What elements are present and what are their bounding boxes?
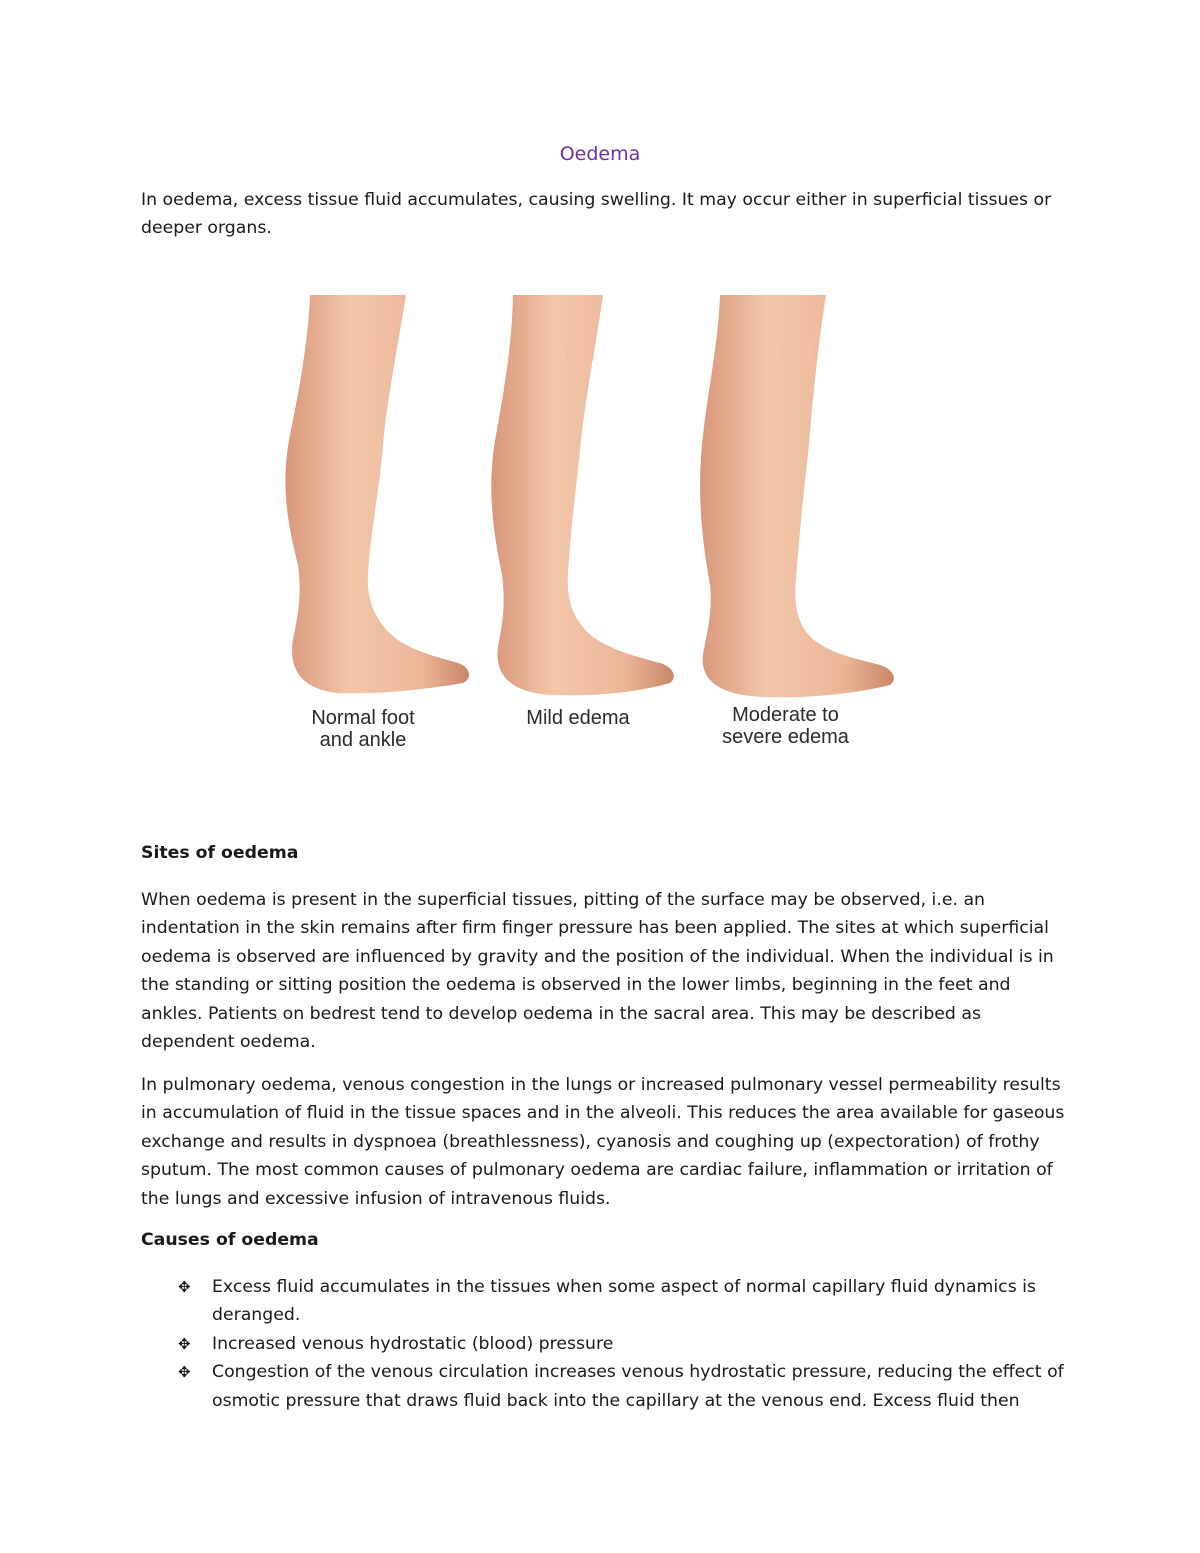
page-title: Oedema — [559, 143, 641, 165]
diamond-star-bullet-icon: ✥ — [178, 1278, 191, 1296]
list-item-text: Congestion of the venous circulation increases venous hydrostatic pressure, reducing the effect of osmotic pressure that draws fluid back into the capillary at the venous end. Excess fluid then — [212, 1362, 1064, 1411]
list-item — [141, 1330, 1066, 1358]
legs-drawing — [258, 285, 898, 755]
figure-label-severe-line2: severe edema — [722, 726, 849, 748]
diamond-star-bullet-icon: ✥ — [178, 1334, 191, 1353]
sites-paragraph: When oedema is present in the superficial tissues, pitting of the surface may be observed, i.e. an indentation in the skin remains after firm finger pressure has been applied. The sites at which superficial oedema is observed are influenced by gravity and the position of the individual. When the individual is in the standing or sitting position the oedema is observed in the lower limbs, beginning in the feet and ankles. Patients on bedrest tend to develop oedema in the sacral area. This may be described as dependent oedema. — [141, 890, 1054, 1053]
figure-label-normal-line2: and ankle — [319, 729, 407, 751]
figure-label-severe-line1: Moderate to — [732, 704, 839, 726]
sites-heading: Sites of oedema — [141, 843, 299, 863]
figure-label-mild-line1: Mild edema — [526, 707, 630, 729]
intro-paragraph: In oedema, excess tissue fluid accumulates, causing swelling. It may occur either in superficial tissues or deeper organs. — [141, 190, 1052, 239]
oedema-legs-illustration — [258, 285, 898, 755]
figure-label-normal — [288, 707, 438, 751]
figure-label-normal-line1: Normal foot — [311, 707, 415, 729]
list-item-text: Excess fluid accumulates in the tissues when some aspect of normal capillary fluid dynamics is deranged. — [212, 1277, 1036, 1326]
causes-heading: Causes of oedema — [141, 1230, 319, 1250]
list-item-text: Increased venous hydrostatic (blood) pressure — [212, 1333, 614, 1354]
figure-label-mild — [503, 707, 653, 729]
list-item — [141, 1273, 1066, 1330]
causes-list — [141, 1273, 1066, 1415]
diamond-star-bullet-icon: ✥ — [178, 1363, 191, 1382]
pulmonary-paragraph: In pulmonary oedema, venous congestion in the lungs or increased pulmonary vessel permeability results in accumulation of fluid in the tissue spaces and in the alveoli. This reduces the area available for gaseous exchange and results in dyspnoea (breathlessness), cyanosis and coughing up (expectoration) of frothy sputum. The most common causes of pulmonary oedema are cardiac failure, inflammation or irritation of the lungs and excessive infusion of intravenous fluids. — [141, 1075, 1065, 1209]
figure-label-severe — [693, 704, 878, 748]
list-item — [141, 1358, 1066, 1415]
